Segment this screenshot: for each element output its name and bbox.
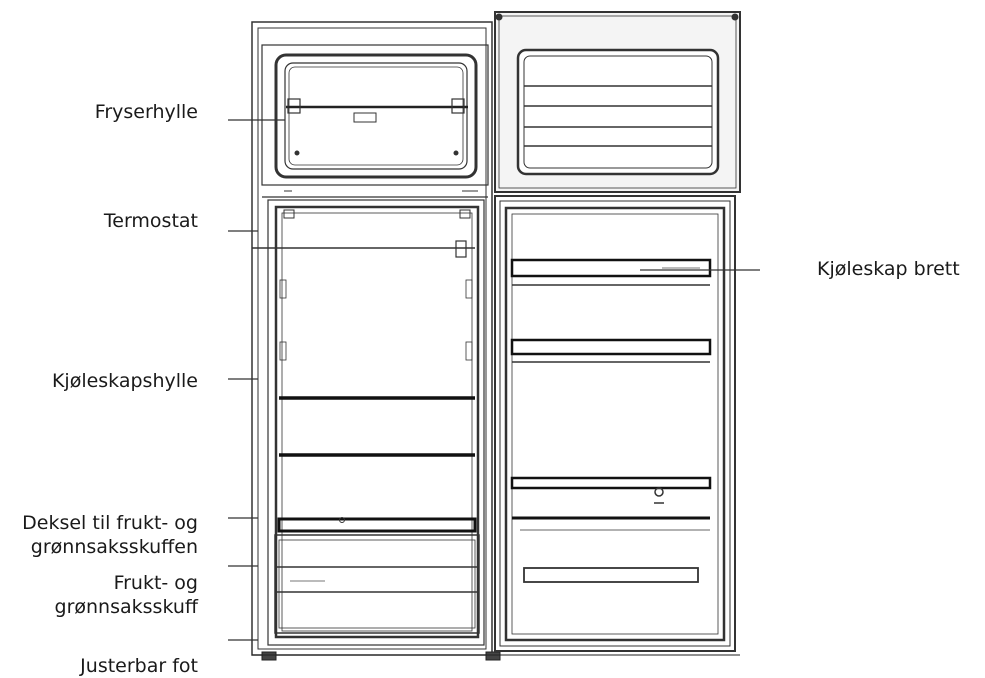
label-fryserhylle-text: Fryserhylle [94, 101, 198, 123]
label-deksel-line1: Deksel til frukt- og [22, 512, 198, 534]
adjustable-feet [252, 652, 740, 660]
label-deksel [22, 511, 198, 559]
label-deksel-line2: grønnsaksskuffen [30, 536, 198, 558]
fridge-compartment [252, 200, 484, 645]
label-fryserhylle [95, 100, 198, 124]
label-kjoleskapshylle-text: Kjøleskapshylle [51, 370, 198, 392]
label-kjoleskap-brett-text: Kjøleskap brett [817, 258, 960, 280]
label-justerbar-fot [80, 654, 198, 678]
label-frukt-line2: grønnsaksskuff [54, 596, 198, 618]
freezer-door [495, 12, 740, 192]
freezer-compartment [262, 45, 488, 197]
label-kjoleskapshylle [52, 369, 198, 393]
cabinet-body [252, 22, 492, 655]
label-termostat [104, 209, 198, 233]
label-kjoleskap-brett [817, 257, 960, 281]
label-frukt [55, 571, 198, 619]
label-justerbar-fot-text: Justerbar fot [80, 655, 198, 677]
fridge-door [495, 196, 735, 651]
label-termostat-text: Termostat [103, 210, 198, 232]
label-frukt-line1: Frukt- og [113, 572, 198, 594]
